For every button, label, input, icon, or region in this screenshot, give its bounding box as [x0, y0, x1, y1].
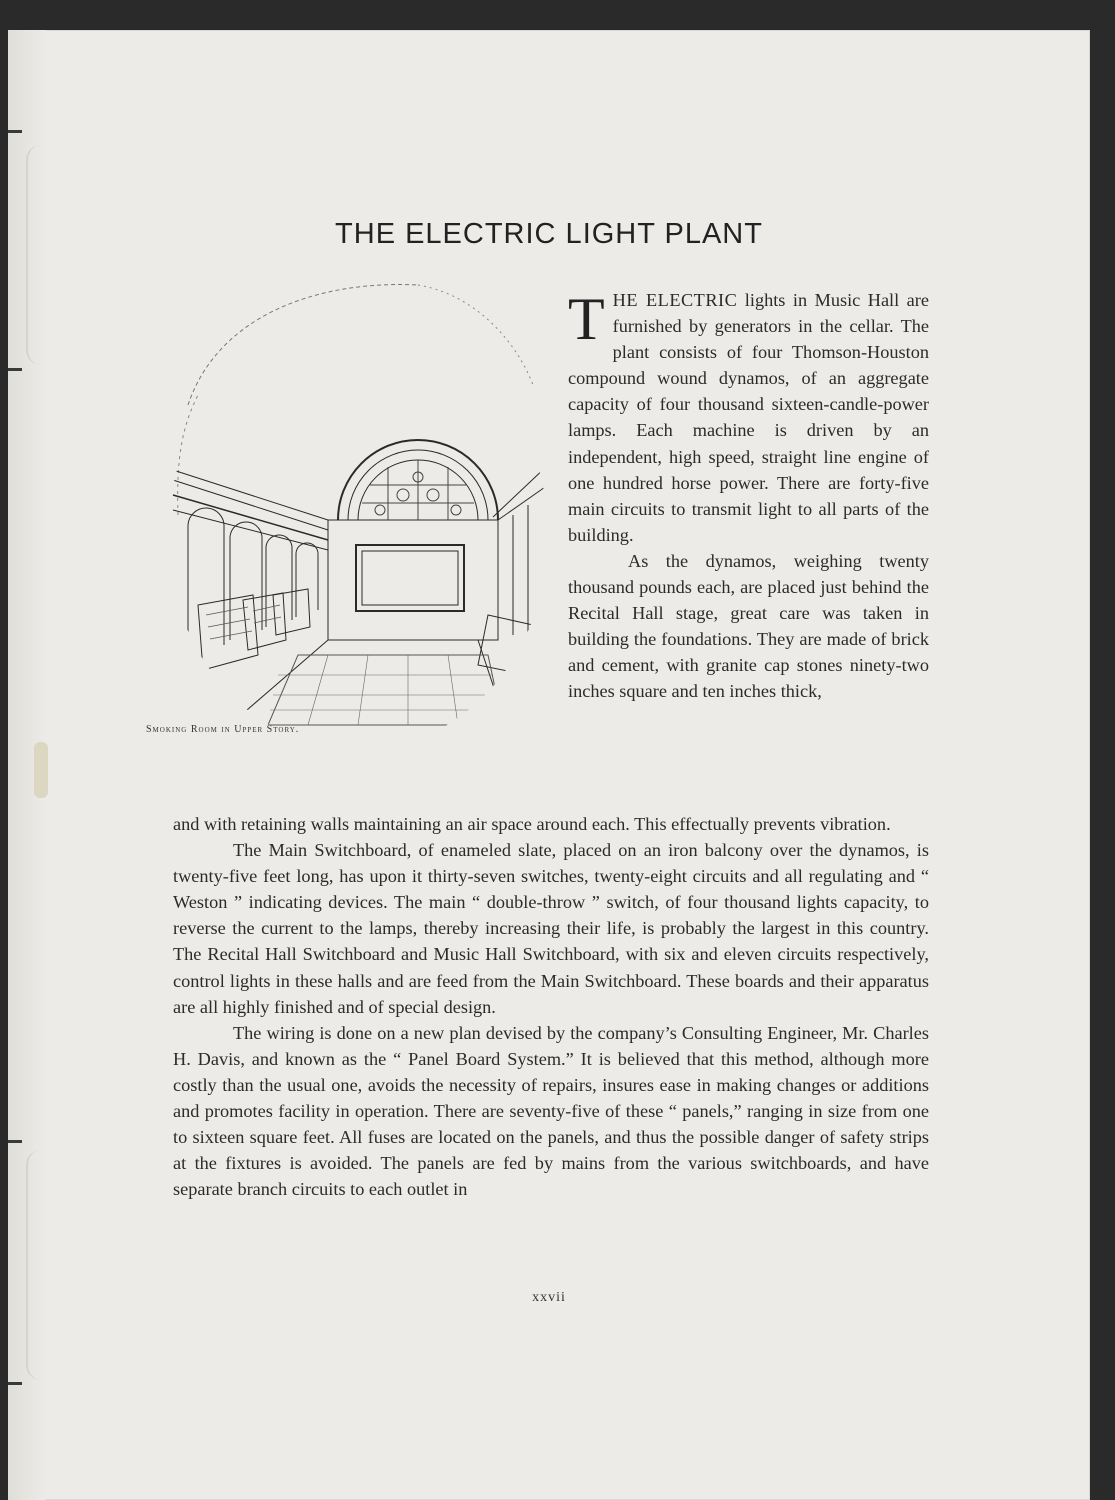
paragraph-text: and with retaining walls maintaining an air space around each. This effectually prevents vibration. — [173, 814, 891, 834]
binding-stitch — [8, 368, 22, 371]
drop-cap: T — [568, 286, 605, 352]
column-text — [568, 287, 929, 705]
binding-stitch — [8, 130, 22, 133]
binding-thread — [26, 145, 56, 365]
page-number: xxvii — [532, 1290, 566, 1305]
illustration-caption: Smoking Room in Upper Story. — [146, 724, 300, 735]
binding-stitch — [8, 1140, 22, 1143]
smoking-room-illustration — [158, 255, 548, 745]
paragraph-text: As the dynamos, weighing twenty thousand pounds each, are placed just behind the Recital Hall stage, great care was taken in building the foundations. They are made of brick and cement, with granite cap stones ninety-two inches square and ten inches thick, — [568, 550, 929, 702]
paragraph-text: The Main Switchboard, of enameled slate, placed on an iron balcony over the dynamos, is twenty-five feet long, has upon it thirty-seven switches, twenty-eight circuits and all regulating and “ Weston ” indicating devices. The main “ double-throw ” switch, of four thousand lights capacity, to reverse the current to the lamps, thereby increasing their life, is probably the largest in this country. The Recital Hall Switchboard and Music Hall Switchboard, with six and eleven circuits respectively, control lights in these halls and are feed from the Main Switchboard. These boards and their apparatus are all highly finished and of special design. — [173, 840, 929, 1017]
page-title: THE ELECTRIC LIGHT PLANT — [335, 218, 763, 250]
paper-stain — [34, 742, 48, 798]
binding-thread — [26, 1150, 56, 1380]
paragraph-text: The wiring is done on a new plan devised by the company’s Consulting Engineer, Mr. Charles H. Davis, and known as the “ Panel Board System.” It is believed that this method, although more costly than the usual one, avoids the necessity of repairs, insures ease in making changes or additions and promotes facility in operation. There are seventy-five of these “ panels,” ranging in size from one to sixteen square feet. All fuses are located on the panels, and thus the possible danger of safety strips at the fixtures is avoided. The panels are fed by mains from the various switchboards, and have separate branch circuits to each outlet in — [173, 1022, 929, 1200]
full-width-text — [173, 811, 929, 1202]
book-page — [8, 30, 1090, 1500]
binding-stitch — [8, 1382, 22, 1385]
paragraph-text: lights in Music Hall are furnished by generators in the cellar. The plant consists of four Thomson-Houston compound wound dynamos, of an aggregate capacity of four thousand sixteen-candle-power lamps. Each machine is driven by an independent, high speed, straight line engine of one hundred horse power. There are forty-five main circuits to transmit light to all parts of the building. — [568, 290, 929, 545]
opening-words: HE ELECTRIC — [612, 290, 738, 310]
opening-paragraph — [568, 287, 929, 548]
